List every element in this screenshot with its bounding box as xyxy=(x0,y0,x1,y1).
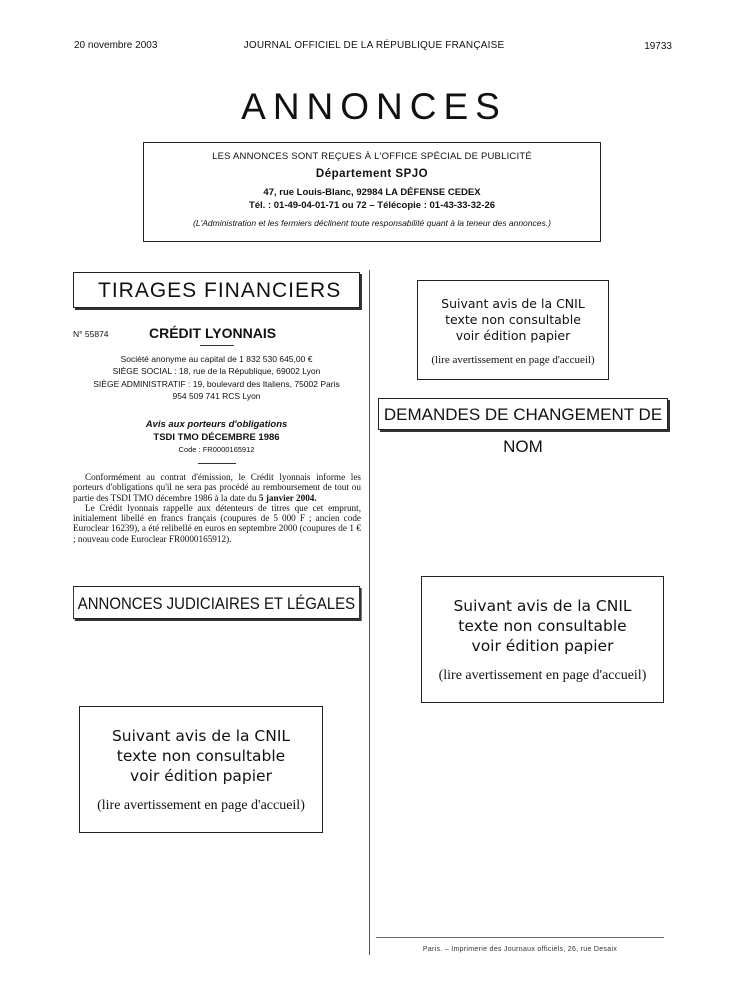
paragraph-2: Le Crédit lyonnais rappelle aux détenteurs de titres que cet emprunt, initialement libellé en francs français (coupures de 5 000 F ; ancien code Euroclear 16239), a été relibellé en euros en septembre 2000 (coupures de 1 € ; nouveau code Euroclear FR0000165912). xyxy=(73,502,361,544)
paragraph-1-date: 5 janvier 2004. xyxy=(258,492,317,503)
cnil-line-3: voir édition papier xyxy=(455,328,571,343)
company-rcs: 954 509 741 RCS Lyon xyxy=(172,390,261,401)
section-heading-annonces-judiciaires xyxy=(73,586,360,619)
cnil-notice-box xyxy=(421,576,664,703)
annonce-body xyxy=(73,472,361,544)
paragraph-1 xyxy=(73,472,361,503)
bond-code: Code : FR0000165912 xyxy=(178,444,255,454)
cnil-text xyxy=(80,727,322,786)
page-number: 19733 xyxy=(644,41,672,52)
header-date: 20 novembre 2003 xyxy=(74,40,158,51)
section-heading-tirages: TIRAGES FINANCIERS xyxy=(73,272,360,308)
cnil-note: (lire avertissement en page d'accueil) xyxy=(97,798,305,814)
cnil-line-2: texte non consultable xyxy=(458,616,627,635)
info-line-address: 47, rue Louis-Blanc, 92984 LA DÉFENSE CEDEX xyxy=(263,187,481,199)
section-heading-demandes-label: DEMANDES DE CHANGEMENT DE NOM xyxy=(383,405,663,456)
info-line-department: Département SPJO xyxy=(315,167,429,180)
title-underline xyxy=(200,345,234,346)
cnil-notice-box xyxy=(79,706,323,833)
company-siege-social: SIÈGE SOCIAL : 18, rue de la République, 69002 Lyon xyxy=(112,366,321,377)
cnil-line-2: texte non consultable xyxy=(445,312,581,327)
company-siege-administratif: SIÈGE ADMINISTRATIF : 19, boulevard des Italiens, 75002 Paris xyxy=(93,378,340,389)
avis-block xyxy=(73,418,360,455)
cnil-text xyxy=(422,597,663,656)
info-line-phone: Tél. : 01-49-04-01-71 ou 72 – Télécopie : 01-43-33-32-26 xyxy=(248,200,496,212)
company-capital: Société anonyme au capital de 1 832 530 645,00 € xyxy=(120,354,313,364)
cnil-line-3: voir édition papier xyxy=(130,766,272,785)
info-line-publicite: LES ANNONCES SONT REÇUES À L'OFFICE SPÉCIAL DE PUBLICITÉ xyxy=(212,151,532,162)
info-box xyxy=(143,142,601,242)
section-heading-demandes xyxy=(378,398,668,456)
section-heading-annonces-label: ANNONCES JUDICIAIRES ET LÉGALES xyxy=(77,594,356,613)
cnil-line-2: texte non consultable xyxy=(116,746,286,765)
company-details xyxy=(73,353,360,402)
cnil-text xyxy=(418,296,608,344)
paragraph-1-text: Conformément au contrat d'émission, le Crédit lyonnais informe les porteurs d'obligations qu'il ne sera pas procédé au remboursement de tout ou partie des TSDI TMO décembre 1986 à la date du xyxy=(73,472,361,503)
footer-rule xyxy=(376,937,664,938)
cnil-note: (lire avertissement en page d'accueil) xyxy=(431,354,595,366)
cnil-line-1: Suivant avis de la CNIL xyxy=(441,296,585,311)
journal-title: JOURNAL OFFICIEL DE LA RÉPUBLIQUE FRANÇAISE xyxy=(243,40,505,51)
info-line-disclaimer: (L'Administration et les fermiers déclinent toute responsabilité quant à la teneur des annonces.) xyxy=(193,217,551,228)
cnil-line-1: Suivant avis de la CNIL xyxy=(453,597,632,615)
cnil-line-1: Suivant avis de la CNIL xyxy=(111,727,291,745)
avis-underline xyxy=(198,463,236,464)
avis-title: Avis aux porteurs d'obligations xyxy=(145,419,288,430)
printer-footer: Paris. – Imprimerie des Journaux officiels, 26, rue Desaix xyxy=(422,946,618,953)
cnil-note: (lire avertissement en page d'accueil) xyxy=(438,668,647,684)
bond-name: TSDI TMO DÉCEMBRE 1986 xyxy=(153,432,280,444)
annonce-number: N° 55874 xyxy=(73,329,109,339)
cnil-line-3: voir édition papier xyxy=(471,636,614,655)
column-divider xyxy=(369,270,370,955)
cnil-notice-box xyxy=(417,280,609,380)
page-title: ANNONCES xyxy=(241,86,507,127)
annonce-company-title: CRÉDIT LYONNAIS xyxy=(149,325,277,341)
